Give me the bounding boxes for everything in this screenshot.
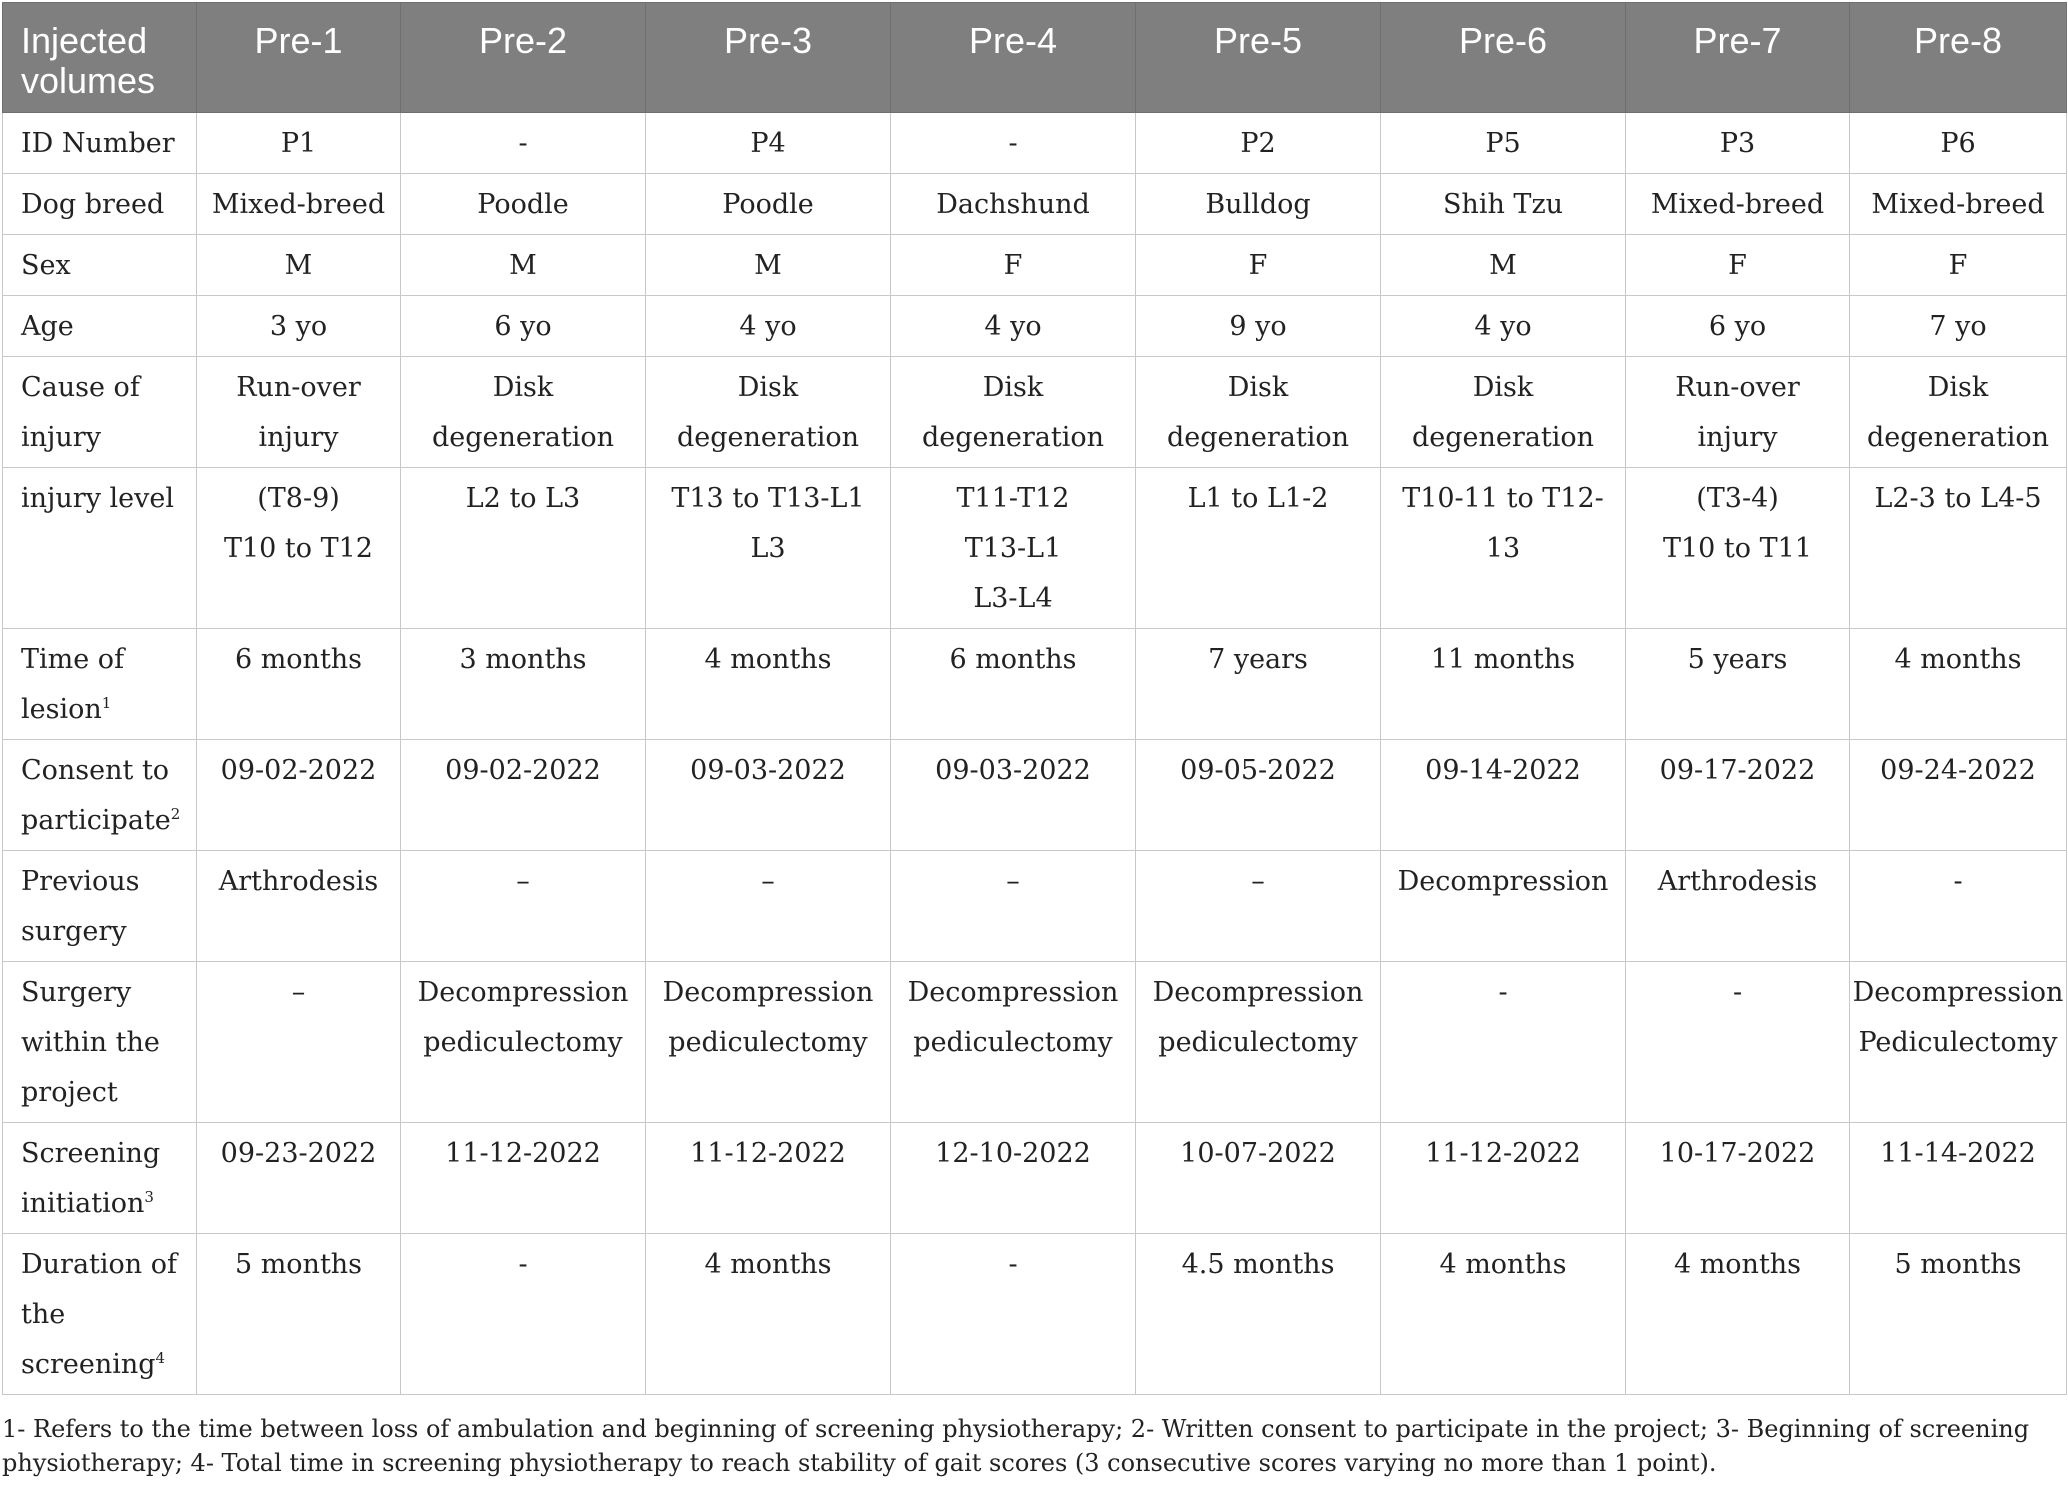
header-corner-line: volumes xyxy=(21,60,156,101)
row-label-line xyxy=(21,1290,186,1340)
row-label-line xyxy=(21,1068,186,1118)
cell-duration-pre-1: 5 months xyxy=(197,1234,401,1395)
cell-duration-pre-3: 4 months xyxy=(646,1234,891,1395)
cell-cause-pre-7 xyxy=(1626,357,1850,468)
footnote-marker: 2 xyxy=(170,805,181,823)
footnote-marker: 4 xyxy=(155,1349,166,1367)
cell-cause-pre-2 xyxy=(401,357,646,468)
cell-screening-pre-8: 11-14-2022 xyxy=(1850,1123,2067,1234)
cell-consent-pre-3: 09-03-2022 xyxy=(646,740,891,851)
cell-age-pre-8: 7 yo xyxy=(1850,296,2067,357)
row-label-line xyxy=(21,363,186,413)
cell-line: Disk xyxy=(982,372,1044,403)
footnote-marker: 3 xyxy=(144,1188,154,1206)
cell-line: Decompression xyxy=(662,977,874,1008)
cell-age-pre-4: 4 yo xyxy=(891,296,1136,357)
row-label-text: Previous xyxy=(21,866,140,897)
cell-line: degeneration xyxy=(1166,422,1350,453)
cell-line: – xyxy=(291,977,306,1008)
cell-sex-pre-8: F xyxy=(1850,235,2067,296)
cell-screening-pre-6: 11-12-2022 xyxy=(1381,1123,1626,1234)
cell-previous-pre-1: Arthrodesis xyxy=(197,851,401,962)
cell-line: pediculectomy xyxy=(913,1027,1113,1058)
row-label-line xyxy=(21,1129,186,1179)
header-corner xyxy=(3,3,197,113)
cell-sex-pre-3: M xyxy=(646,235,891,296)
cell-line: pediculectomy xyxy=(1158,1027,1358,1058)
row-label-text: initiation xyxy=(21,1188,145,1219)
row-id xyxy=(3,113,2067,174)
cell-line: Pediculectomy xyxy=(1858,1027,2058,1058)
row-label-time xyxy=(3,629,197,740)
row-label-line xyxy=(21,1340,186,1390)
cell-surgery-pre-1 xyxy=(197,962,401,1123)
header-row xyxy=(3,3,2067,113)
cell-line: T13 to T13-L1 xyxy=(671,483,865,514)
row-label-line xyxy=(21,413,186,463)
cell-line: L3 xyxy=(750,533,786,564)
cell-line: injury xyxy=(258,422,339,453)
cell-line: Decompression xyxy=(907,977,1119,1008)
cell-cause-pre-4 xyxy=(891,357,1136,468)
cell-sex-pre-2: M xyxy=(401,235,646,296)
cell-time-pre-4: 6 months xyxy=(891,629,1136,740)
row-label-id: ID Number xyxy=(3,113,197,174)
cell-consent-pre-5: 09-05-2022 xyxy=(1136,740,1381,851)
row-label-line xyxy=(21,857,186,907)
cell-line: Disk xyxy=(1927,372,1989,403)
row-label-text: participate xyxy=(21,805,171,836)
cell-id-pre-4: - xyxy=(891,113,1136,174)
row-label-surgery xyxy=(3,962,197,1123)
cell-level-pre-1 xyxy=(197,468,401,629)
row-sex xyxy=(3,235,2067,296)
cell-age-pre-6: 4 yo xyxy=(1381,296,1626,357)
cell-age-pre-2: 6 yo xyxy=(401,296,646,357)
row-label-text: surgery xyxy=(21,916,127,947)
cell-duration-pre-6: 4 months xyxy=(1381,1234,1626,1395)
row-label-line xyxy=(21,685,186,735)
cell-line: pediculectomy xyxy=(423,1027,623,1058)
row-label-text: Time of xyxy=(21,644,125,675)
cell-line: 13 xyxy=(1485,533,1521,564)
cell-id-pre-5: P2 xyxy=(1136,113,1381,174)
cell-level-pre-3 xyxy=(646,468,891,629)
cell-consent-pre-1: 09-02-2022 xyxy=(197,740,401,851)
header-col-pre-8: Pre-8 xyxy=(1850,3,2067,113)
cell-time-pre-1: 6 months xyxy=(197,629,401,740)
cell-line: Disk xyxy=(1227,372,1289,403)
cell-duration-pre-2: - xyxy=(401,1234,646,1395)
row-label-line xyxy=(21,968,186,1018)
row-label-consent xyxy=(3,740,197,851)
cell-id-pre-1: P1 xyxy=(197,113,401,174)
cell-sex-pre-1: M xyxy=(197,235,401,296)
row-screening xyxy=(3,1123,2067,1234)
row-label-line xyxy=(21,796,186,846)
cell-consent-pre-6: 09-14-2022 xyxy=(1381,740,1626,851)
row-label-cause xyxy=(3,357,197,468)
cell-previous-pre-3: – xyxy=(646,851,891,962)
cell-line: pediculectomy xyxy=(668,1027,868,1058)
cell-age-pre-7: 6 yo xyxy=(1626,296,1850,357)
cell-screening-pre-3: 11-12-2022 xyxy=(646,1123,891,1234)
cell-breed-pre-6: Shih Tzu xyxy=(1381,174,1626,235)
cell-line: - xyxy=(1498,977,1508,1008)
cell-surgery-pre-8 xyxy=(1850,962,2067,1123)
cell-breed-pre-8: Mixed-breed xyxy=(1850,174,2067,235)
cell-line: T10 to T11 xyxy=(1662,533,1812,564)
cell-line: T11-T12 xyxy=(956,483,1070,514)
cell-line: degeneration xyxy=(1866,422,2050,453)
cell-line: injury xyxy=(1697,422,1778,453)
cell-id-pre-3: P4 xyxy=(646,113,891,174)
cell-cause-pre-5 xyxy=(1136,357,1381,468)
row-label-text: project xyxy=(21,1077,118,1108)
row-label-line xyxy=(21,746,186,796)
cell-duration-pre-5: 4.5 months xyxy=(1136,1234,1381,1395)
cell-time-pre-5: 7 years xyxy=(1136,629,1381,740)
header-col-pre-4: Pre-4 xyxy=(891,3,1136,113)
row-label-sex: Sex xyxy=(3,235,197,296)
row-label-text: Screening xyxy=(21,1138,161,1169)
cell-duration-pre-4: - xyxy=(891,1234,1136,1395)
row-label-text: lesion xyxy=(21,694,102,725)
cell-line: Run-over xyxy=(236,372,361,403)
row-label-text: Surgery xyxy=(21,977,132,1008)
row-label-line xyxy=(21,907,186,957)
cell-surgery-pre-2 xyxy=(401,962,646,1123)
cell-line: (T8-9) xyxy=(257,483,340,514)
row-label-line xyxy=(21,1240,186,1290)
row-label-line xyxy=(21,635,186,685)
cell-cause-pre-1 xyxy=(197,357,401,468)
cell-line: - xyxy=(1732,977,1743,1008)
cell-previous-pre-8: - xyxy=(1850,851,2067,962)
cell-line: Disk xyxy=(492,372,554,403)
cell-breed-pre-2: Poodle xyxy=(401,174,646,235)
cell-previous-pre-4: – xyxy=(891,851,1136,962)
cell-consent-pre-4: 09-03-2022 xyxy=(891,740,1136,851)
header-col-pre-5: Pre-5 xyxy=(1136,3,1381,113)
cell-time-pre-6: 11 months xyxy=(1381,629,1626,740)
cell-surgery-pre-3 xyxy=(646,962,891,1123)
cell-sex-pre-4: F xyxy=(891,235,1136,296)
cell-time-pre-3: 4 months xyxy=(646,629,891,740)
cell-line: Run-over xyxy=(1675,372,1800,403)
cell-sex-pre-7: F xyxy=(1626,235,1850,296)
cell-level-pre-6 xyxy=(1381,468,1626,629)
cell-sex-pre-6: M xyxy=(1381,235,1626,296)
cell-line: T10-11 to T12- xyxy=(1402,483,1604,514)
row-level xyxy=(3,468,2067,629)
cell-id-pre-2: - xyxy=(401,113,646,174)
cell-time-pre-2: 3 months xyxy=(401,629,646,740)
cell-line: L2 to L3 xyxy=(465,483,581,514)
cell-breed-pre-5: Bulldog xyxy=(1136,174,1381,235)
cell-line: degeneration xyxy=(676,422,860,453)
cell-line: (T3-4) xyxy=(1696,483,1779,514)
row-label-text: Consent to xyxy=(21,755,170,786)
header-col-pre-7: Pre-7 xyxy=(1626,3,1850,113)
cell-age-pre-5: 9 yo xyxy=(1136,296,1381,357)
row-label-text: Duration of xyxy=(21,1249,178,1280)
cell-consent-pre-8: 09-24-2022 xyxy=(1850,740,2067,851)
cell-surgery-pre-6 xyxy=(1381,962,1626,1123)
cell-line: Decompression xyxy=(1152,977,1364,1008)
row-label-previous xyxy=(3,851,197,962)
row-cause xyxy=(3,357,2067,468)
row-label-screening xyxy=(3,1123,197,1234)
cell-duration-pre-8: 5 months xyxy=(1850,1234,2067,1395)
cell-level-pre-2 xyxy=(401,468,646,629)
cell-sex-pre-5: F xyxy=(1136,235,1381,296)
row-label-breed: Dog breed xyxy=(3,174,197,235)
row-previous xyxy=(3,851,2067,962)
cell-level-pre-8 xyxy=(1850,468,2067,629)
data-table xyxy=(2,2,2067,1395)
header-col-pre-3: Pre-3 xyxy=(646,3,891,113)
row-age xyxy=(3,296,2067,357)
cell-consent-pre-2: 09-02-2022 xyxy=(401,740,646,851)
cell-level-pre-7 xyxy=(1626,468,1850,629)
row-duration xyxy=(3,1234,2067,1395)
row-label-text: screening xyxy=(21,1349,156,1380)
cell-screening-pre-7: 10-17-2022 xyxy=(1626,1123,1850,1234)
cell-surgery-pre-5 xyxy=(1136,962,1381,1123)
cell-line: Disk xyxy=(737,372,799,403)
cell-cause-pre-8 xyxy=(1850,357,2067,468)
row-label-level: injury level xyxy=(3,468,197,629)
row-label-duration xyxy=(3,1234,197,1395)
cell-line: degeneration xyxy=(431,422,615,453)
footnote-marker: 1 xyxy=(101,694,112,712)
cell-id-pre-6: P5 xyxy=(1381,113,1626,174)
header-col-pre-6: Pre-6 xyxy=(1381,3,1626,113)
row-label-line xyxy=(21,1179,186,1229)
row-label-text: the xyxy=(21,1299,66,1330)
cell-line: degeneration xyxy=(1411,422,1595,453)
cell-surgery-pre-7 xyxy=(1626,962,1850,1123)
cell-duration-pre-7: 4 months xyxy=(1626,1234,1850,1395)
cell-line: T10 to T12 xyxy=(223,533,373,564)
row-surgery xyxy=(3,962,2067,1123)
cell-line: T13-L1 xyxy=(964,533,1062,564)
cell-level-pre-5 xyxy=(1136,468,1381,629)
cell-previous-pre-2: – xyxy=(401,851,646,962)
cell-line: Decompression xyxy=(417,977,629,1008)
cell-breed-pre-1: Mixed-breed xyxy=(197,174,401,235)
cell-line: degeneration xyxy=(921,422,1105,453)
cell-screening-pre-4: 12-10-2022 xyxy=(891,1123,1136,1234)
cell-line: Disk xyxy=(1472,372,1534,403)
cell-cause-pre-6 xyxy=(1381,357,1626,468)
cell-line: L2-3 to L4-5 xyxy=(1874,483,2042,514)
cell-cause-pre-3 xyxy=(646,357,891,468)
cell-time-pre-8: 4 months xyxy=(1850,629,2067,740)
cell-time-pre-7: 5 years xyxy=(1626,629,1850,740)
row-label-age: Age xyxy=(3,296,197,357)
row-breed xyxy=(3,174,2067,235)
cell-previous-pre-6: Decompression xyxy=(1381,851,1626,962)
cell-level-pre-4 xyxy=(891,468,1136,629)
cell-consent-pre-7: 09-17-2022 xyxy=(1626,740,1850,851)
row-time xyxy=(3,629,2067,740)
cell-previous-pre-7: Arthrodesis xyxy=(1626,851,1850,962)
row-label-text: Cause of xyxy=(21,372,140,403)
cell-line: L3-L4 xyxy=(973,583,1053,614)
row-consent xyxy=(3,740,2067,851)
cell-breed-pre-7: Mixed-breed xyxy=(1626,174,1850,235)
cell-screening-pre-1: 09-23-2022 xyxy=(197,1123,401,1234)
cell-line: L1 to L1-2 xyxy=(1187,483,1329,514)
cell-screening-pre-5: 10-07-2022 xyxy=(1136,1123,1381,1234)
cell-id-pre-7: P3 xyxy=(1626,113,1850,174)
header-col-pre-1: Pre-1 xyxy=(197,3,401,113)
cell-age-pre-1: 3 yo xyxy=(197,296,401,357)
row-label-text: injury xyxy=(21,422,101,453)
cell-breed-pre-3: Poodle xyxy=(646,174,891,235)
cell-age-pre-3: 4 yo xyxy=(646,296,891,357)
row-label-line xyxy=(21,1018,186,1068)
cell-surgery-pre-4 xyxy=(891,962,1136,1123)
header-col-pre-2: Pre-2 xyxy=(401,3,646,113)
cell-id-pre-8: P6 xyxy=(1850,113,2067,174)
cell-previous-pre-5: – xyxy=(1136,851,1381,962)
cell-breed-pre-4: Dachshund xyxy=(891,174,1136,235)
cell-line: Decompression xyxy=(1852,977,2064,1008)
header-corner-line: Injected xyxy=(21,20,148,61)
table-footnote: 1- Refers to the time between loss of ambulation and beginning of screening physiotherapy; 2- Written consent to participate in the project; 3- Beginning of screening physiotherapy; 4- Total time in screening physiotherapy to reach stability of gait scores (3 consecutive scores varying no more than 1 point). xyxy=(2,1415,2030,1477)
row-label-text: within the xyxy=(21,1027,160,1058)
cell-screening-pre-2: 11-12-2022 xyxy=(401,1123,646,1234)
